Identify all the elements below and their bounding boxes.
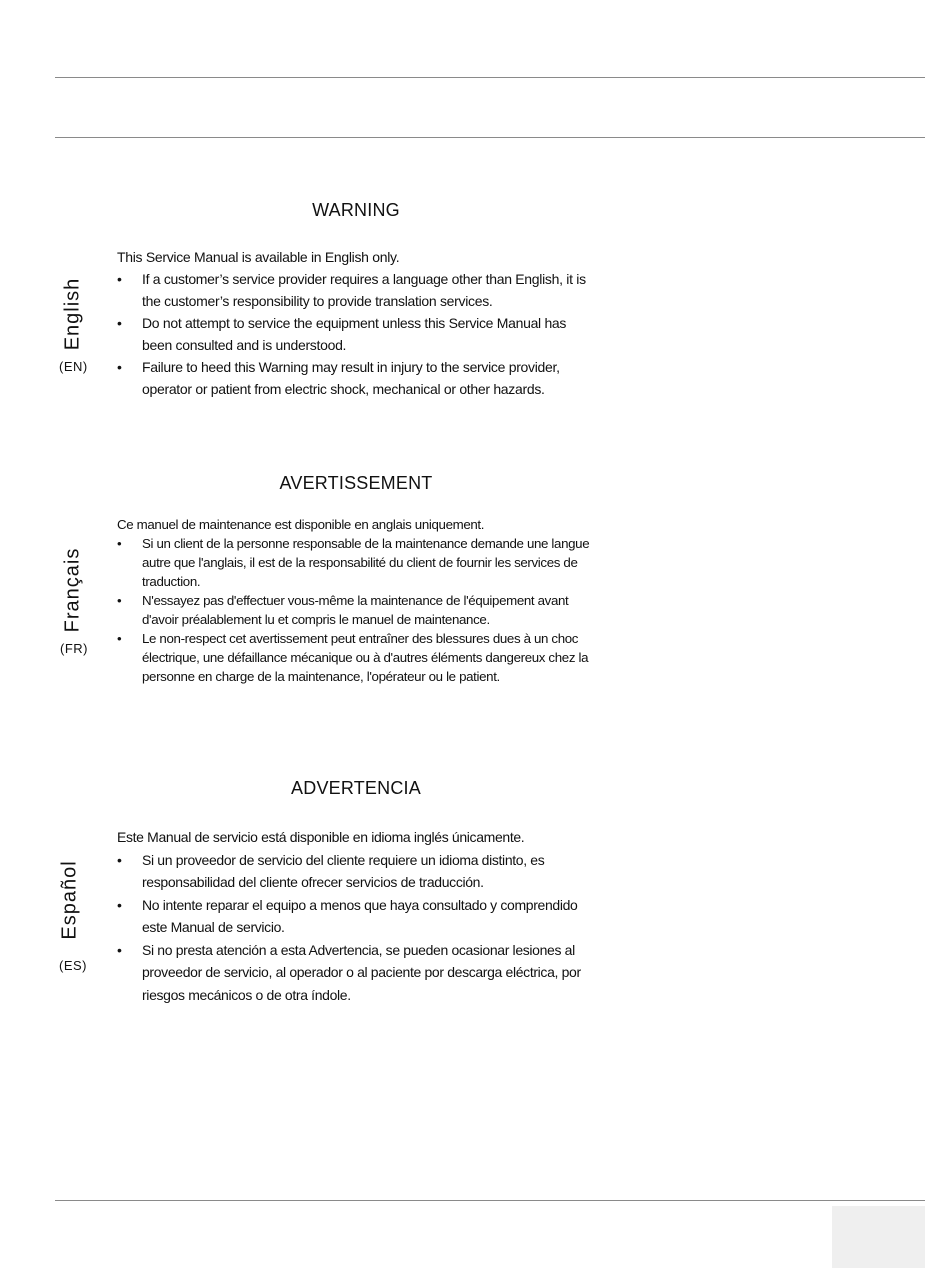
list-item: • Le non-respect cet avertissement peut entraîner des blessures dues à un choc électrique, une défaillance mécanique ou à d'autres éléments dangereux chez la personne en charge de la maintenance, l'opérateur ou le patient. [117, 629, 597, 686]
warning-heading-es: ADVERTENCIA [291, 778, 421, 798]
list-item: • If a customer’s service provider requires a language other than English, it is the customer’s responsibility to provide translation services. [117, 268, 597, 312]
warning-body-es [117, 826, 597, 1006]
warning-intro-es: Este Manual de servicio está disponible en idioma inglés únicamente. [117, 829, 525, 845]
warning-heading-en: WARNING [312, 200, 400, 220]
list-item: • Si no presta atención a esta Advertencia, se pueden ocasionar lesiones al proveedor de servicio, al operador o al paciente por descarga eléctrica, por riesgos mecánicos o de otra índole. [117, 939, 597, 1007]
warning-bullets-es [117, 849, 597, 1007]
warning-intro-en: This Service Manual is available in English only. [117, 249, 400, 265]
warning-intro-fr: Ce manuel de maintenance est disponible en anglais uniquement. [117, 517, 485, 532]
list-item: • Si un proveedor de servicio del cliente requiere un idioma distinto, es responsabilidad del cliente ofrecer servicios de traducción. [117, 849, 597, 894]
list-item: • Si un client de la personne responsable de la maintenance demande une langue autre que l'anglais, il est de la responsabilité du client de fournir les services de traduction. [117, 534, 597, 591]
list-item: • Do not attempt to service the equipment unless this Service Manual has been consulted and is understood. [117, 312, 597, 356]
language-code-es: (ES) [59, 958, 87, 973]
list-item: • N'essayez pas d'effectuer vous-même la maintenance de l'équipement avant d'avoir préalablement lu et compris le manuel de maintenance. [117, 591, 597, 629]
header-rule-bottom [55, 137, 925, 138]
list-item: • No intente reparar el equipo a menos que haya consultado y comprendido este Manual de servicio. [117, 894, 597, 939]
warning-heading-fr: AVERTISSEMENT [279, 473, 433, 493]
page-number-box [832, 1206, 925, 1268]
warning-bullets-en [117, 268, 597, 400]
language-code-en: (EN) [59, 359, 88, 374]
list-item: • Failure to heed this Warning may result in injury to the service provider, operator or patient from electric shock, mechanical or other hazards. [117, 356, 597, 400]
language-code-fr: (FR) [60, 641, 88, 656]
language-name-en: English [61, 277, 84, 351]
warning-body-en [117, 246, 597, 400]
footer-rule [55, 1200, 925, 1201]
language-name-es: Español [58, 860, 81, 940]
warning-bullets-fr [117, 534, 597, 686]
language-name-fr: Français [61, 547, 84, 633]
warning-body-fr [117, 515, 597, 686]
header-rule-top [55, 77, 925, 78]
